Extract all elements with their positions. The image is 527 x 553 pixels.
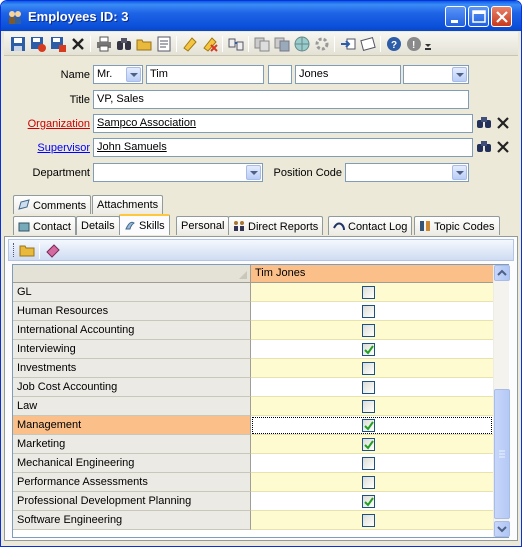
tab-details-label: Details [81,220,115,232]
position-code-select[interactable] [345,163,469,182]
checkmark-icon [364,497,374,507]
toolbar-separator [222,36,223,52]
department-select[interactable] [93,163,263,182]
skill-name-cell[interactable]: Job Cost Accounting [13,378,251,397]
skill-name-cell[interactable]: GL [13,283,251,302]
skill-checkbox[interactable] [362,457,375,470]
maximize-button[interactable] [468,6,489,27]
name-prefix-value: Mr. [97,68,113,80]
save-icon[interactable] [10,36,26,52]
skill-value-cell[interactable] [251,302,493,321]
copy-icon[interactable] [182,36,198,52]
skills-icon [124,219,136,231]
topic-codes-icon [419,220,431,232]
main-toolbar [4,32,518,56]
position-code-label: Position Code [273,167,342,179]
supervisor-field[interactable]: John Samuels [93,138,473,157]
tab-skills[interactable] [119,214,170,235]
skill-value-cell[interactable] [251,397,493,416]
tab-direct-reports-label: Direct Reports [248,221,319,233]
eraser-icon[interactable] [45,242,61,258]
tab-topic-codes-label: Topic Codes [434,221,495,233]
employee-app-icon [7,9,23,25]
window-title: Employees ID: 3 [28,9,129,24]
attach-icon[interactable] [360,36,376,52]
table-row[interactable] [13,302,493,321]
toolbar-grip [13,243,16,257]
skill-checkbox[interactable] [362,286,375,299]
save-close-icon[interactable] [50,36,66,52]
tab-personal[interactable] [176,216,229,235]
contact-icon [18,220,30,232]
scroll-up-button[interactable] [494,265,510,281]
svg-text:?: ? [391,40,398,51]
table-row[interactable] [13,511,493,530]
tab-skills-label: Skills [139,220,165,232]
checkmark-icon [364,440,374,450]
skill-checkbox[interactable] [362,400,375,413]
skill-value-cell[interactable] [251,359,493,378]
tab-comments-label: Comments [33,200,87,212]
merge-icon[interactable] [254,36,270,52]
svg-text:!: ! [412,40,416,51]
grid-header [13,265,493,283]
toolbar-overflow-icon[interactable] [424,36,432,52]
organization-field[interactable]: Sampco Association [93,114,473,133]
print-icon[interactable] [96,36,112,52]
skill-value-cell[interactable] [251,378,493,397]
skills-grid [12,264,509,538]
direct-reports-icon [233,220,245,232]
open-folder-icon[interactable] [19,242,35,258]
name-prefix-select[interactable] [93,65,143,84]
binoculars-icon[interactable] [475,114,493,132]
table-row[interactable] [13,283,493,302]
minimize-button[interactable] [445,6,466,27]
grip-lines-icon [495,390,509,520]
skill-checkbox[interactable] [362,305,375,318]
chevron-down-icon[interactable] [246,165,261,180]
chevron-down-icon[interactable] [452,67,467,82]
tab-container [4,189,518,541]
clear-icon[interactable] [494,138,512,156]
tab-direct-reports[interactable] [228,216,323,235]
skill-value-cell[interactable] [251,416,493,435]
table-row[interactable] [13,359,493,378]
skill-name-cell[interactable]: Interviewing [13,340,251,359]
tab-contact-log-label: Contact Log [348,221,408,233]
tab-personal-label: Personal [181,220,225,232]
skill-name-cell[interactable]: Human Resources [13,302,251,321]
find-icon[interactable] [116,36,132,52]
skills-toolbar [8,239,514,261]
toolbar-separator [248,36,249,52]
name-label: Name [60,69,90,81]
toolbar-separator [176,36,177,52]
skill-value-cell[interactable] [251,454,493,473]
close-button[interactable] [491,6,512,27]
report-icon[interactable] [156,36,172,52]
tab-contact-label: Contact [33,221,71,233]
skill-name-cell[interactable]: Law [13,397,251,416]
table-row[interactable] [13,397,493,416]
skill-value-cell[interactable] [251,435,493,454]
skill-name-cell[interactable]: Mechanical Engineering [13,454,251,473]
grid-vertical-scrollbar[interactable] [493,265,509,537]
skills-panel [4,236,518,541]
cut-icon[interactable] [202,36,218,52]
chevron-down-icon[interactable] [126,67,141,82]
binoculars-icon[interactable] [475,138,493,156]
web-icon[interactable] [294,36,310,52]
skill-value-cell[interactable] [251,473,493,492]
tab-attachments[interactable] [92,195,163,214]
skill-value-cell[interactable] [251,492,493,511]
chevron-down-icon[interactable] [452,165,467,180]
checkmark-icon [364,421,374,431]
table-row[interactable] [13,454,493,473]
save-new-icon[interactable] [30,36,46,52]
tab-details[interactable] [76,216,120,235]
employee-form [4,57,518,187]
resize-grip-icon [239,271,248,280]
skill-name-cell[interactable]: Marketing [13,435,251,454]
table-row[interactable] [13,378,493,397]
export-icon[interactable] [274,36,290,52]
skill-checkbox-checked[interactable] [362,419,375,432]
skill-name-cell[interactable]: International Accounting [13,321,251,340]
table-row[interactable] [13,492,493,511]
info-icon[interactable] [406,36,422,52]
scroll-down-button[interactable] [494,521,510,537]
table-row[interactable] [13,340,493,359]
tab-contact[interactable] [13,216,76,235]
skill-name-cell[interactable]: Professional Development Planning [13,492,251,511]
skill-checkbox[interactable] [362,476,375,489]
tab-comments[interactable] [13,195,91,214]
skill-value-cell[interactable] [251,511,493,530]
toolbar-separator [39,243,40,259]
clear-icon[interactable] [494,114,512,132]
skill-name-cell[interactable]: Management [13,416,251,435]
title-field[interactable]: VP, Sales [93,90,469,109]
skill-checkbox[interactable] [362,514,375,527]
title-bar [1,1,521,31]
supervisor-link[interactable]: Supervisor [37,142,90,154]
skill-name-cell[interactable]: Investments [13,359,251,378]
filter-icon[interactable] [228,36,244,52]
open-folder-icon[interactable] [136,36,152,52]
grid-corner [13,265,251,283]
tab-attachments-label: Attachments [97,199,159,211]
table-row[interactable] [13,321,493,340]
chevron-up-icon [495,266,509,280]
organization-link[interactable]: Organization [27,118,90,130]
scroll-thumb[interactable] [494,389,510,519]
skill-value-cell[interactable] [251,340,493,359]
close-icon [492,7,513,28]
checkmark-icon [364,345,374,355]
skill-checkbox-checked[interactable] [362,438,375,451]
chevron-down-icon [495,522,509,536]
suffix-select[interactable] [403,65,469,84]
skill-value-cell[interactable] [251,283,493,302]
title-label: Title [69,94,90,106]
tab-contact-log[interactable] [328,216,412,235]
table-row[interactable] [13,473,493,492]
skill-checkbox-checked[interactable] [362,343,375,356]
first-name-field[interactable]: Tim [146,65,264,84]
toolbar-separator [380,36,381,52]
employee-column-header[interactable]: Tim Jones [251,265,493,283]
skill-value-cell[interactable] [251,321,493,340]
department-label: Department [32,167,90,179]
minimize-icon [446,7,467,28]
table-row[interactable] [13,416,493,435]
skill-name-cell[interactable]: Software Engineering [13,511,251,530]
skill-checkbox[interactable] [362,362,375,375]
last-name-field[interactable]: Jones [295,65,401,84]
comments-icon [18,199,30,211]
skill-checkbox-checked[interactable] [362,495,375,508]
maximize-icon [469,7,490,28]
import-icon[interactable] [340,36,356,52]
tab-topic-codes[interactable] [414,216,500,235]
delete-icon[interactable] [70,36,86,52]
skill-checkbox[interactable] [362,381,375,394]
toolbar-separator [90,36,91,52]
skill-name-cell[interactable]: Performance Assessments [13,473,251,492]
help-icon[interactable] [386,36,402,52]
skill-checkbox[interactable] [362,324,375,337]
middle-name-field[interactable] [268,65,292,84]
toolbar-separator [334,36,335,52]
settings-icon[interactable] [314,36,330,52]
table-row[interactable] [13,435,493,454]
contact-log-icon [333,220,345,232]
